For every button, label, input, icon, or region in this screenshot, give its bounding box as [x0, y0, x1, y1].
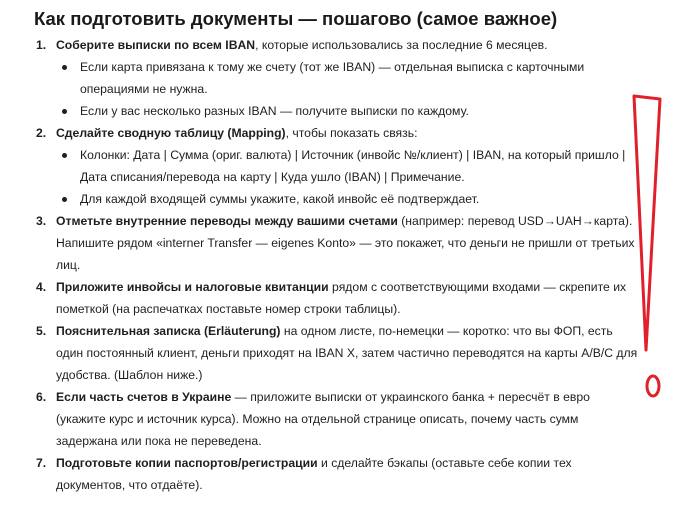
step-number: 7. [36, 456, 47, 470]
step-bullets [56, 56, 640, 122]
step-lead: Пояснительная записка (Erläuterung) [56, 324, 281, 338]
handwritten-exclamation-mark-icon [620, 86, 680, 406]
step-lead: Подготовьте копии паспортов/регистрации [56, 456, 318, 470]
bullet-dot-icon [62, 197, 67, 202]
step-number: 1. [36, 38, 47, 52]
step-item [0, 276, 640, 320]
bullet-text: Если у вас несколько разных IBAN — получите выписки по каждому. [80, 104, 469, 118]
bullet-text: Колонки: Дата | Сумма (ориг. валюта) | Источник (инвойс №/клиент) | IBAN, на который пришло | Дата списания/перевода на карту | Куда ушло (IBAN) | Примечание. [80, 148, 626, 184]
step-bullets [56, 144, 640, 210]
bullet-text: Для каждой входящей суммы укажите, какой инвойс её подтверждает. [80, 192, 480, 206]
bullet-dot-icon [62, 153, 67, 158]
step-item [0, 34, 640, 122]
bullet-item [56, 56, 640, 100]
step-lead: Сделайте сводную таблицу (Mapping) [56, 126, 286, 140]
step-lead: Соберите выписки по всем IBAN [56, 38, 256, 52]
bullet-item [56, 100, 640, 122]
step-item [0, 320, 640, 386]
bullet-dot-icon [62, 65, 67, 70]
step-text: (например: перевод USD→UAH→карта). Напишите рядом «interner Transfer — eigenes Konto» — это покажет, что деньги не пришли от третьих лиц. [56, 214, 635, 272]
page-title: Как подготовить документы — пошагово (самое важное) [34, 8, 558, 29]
step-item [0, 452, 640, 496]
step-number: 6. [36, 390, 47, 404]
step-text: , чтобы показать связь: [285, 126, 418, 140]
step-text: рядом с соответствующими входами — скрепите их пометкой (на распечатках поставьте номер строки таблицы). [56, 280, 627, 316]
step-lead: Отметьте внутренние переводы между вашими счетами [56, 214, 398, 228]
step-number: 2. [36, 126, 47, 140]
step-number: 4. [36, 280, 47, 294]
step-text: на одном листе, по-немецки — коротко: что вы ФОП, есть один постоянный клиент, деньги приходят на IBAN X, затем частично переводятся на карты A/B/C для удобства. (Шаблон ниже.) [56, 324, 638, 382]
bullet-item [56, 188, 640, 210]
steps-list [0, 34, 640, 496]
bullet-item [56, 144, 640, 188]
step-number: 5. [36, 324, 47, 338]
step-lead: Если часть счетов в Украине [56, 390, 232, 404]
step-item [0, 386, 640, 452]
exclamation-stroke [634, 96, 660, 350]
step-text: , которые использовались за последние 6 месяцев. [255, 38, 548, 52]
step-item [0, 210, 640, 276]
bullet-dot-icon [62, 109, 67, 114]
step-text: — приложите выписки от украинского банка + пересчёт в евро (укажите курс и источник курса). Можно на отдельной странице описать, почему часть сумм задержана или пока не переведена. [56, 390, 590, 448]
step-item [0, 122, 640, 210]
step-number: 3. [36, 214, 47, 228]
exclamation-dot [647, 376, 659, 396]
step-text: и сделайте бэкапы (оставьте себе копии тех документов, что отдаёте). [56, 456, 572, 492]
step-lead: Приложите инвойсы и налоговые квитанции [56, 280, 329, 294]
bullet-text: Если карта привязана к тому же счету (тот же IBAN) — отдельная выписка с карточными операциями не нужна. [80, 60, 585, 96]
